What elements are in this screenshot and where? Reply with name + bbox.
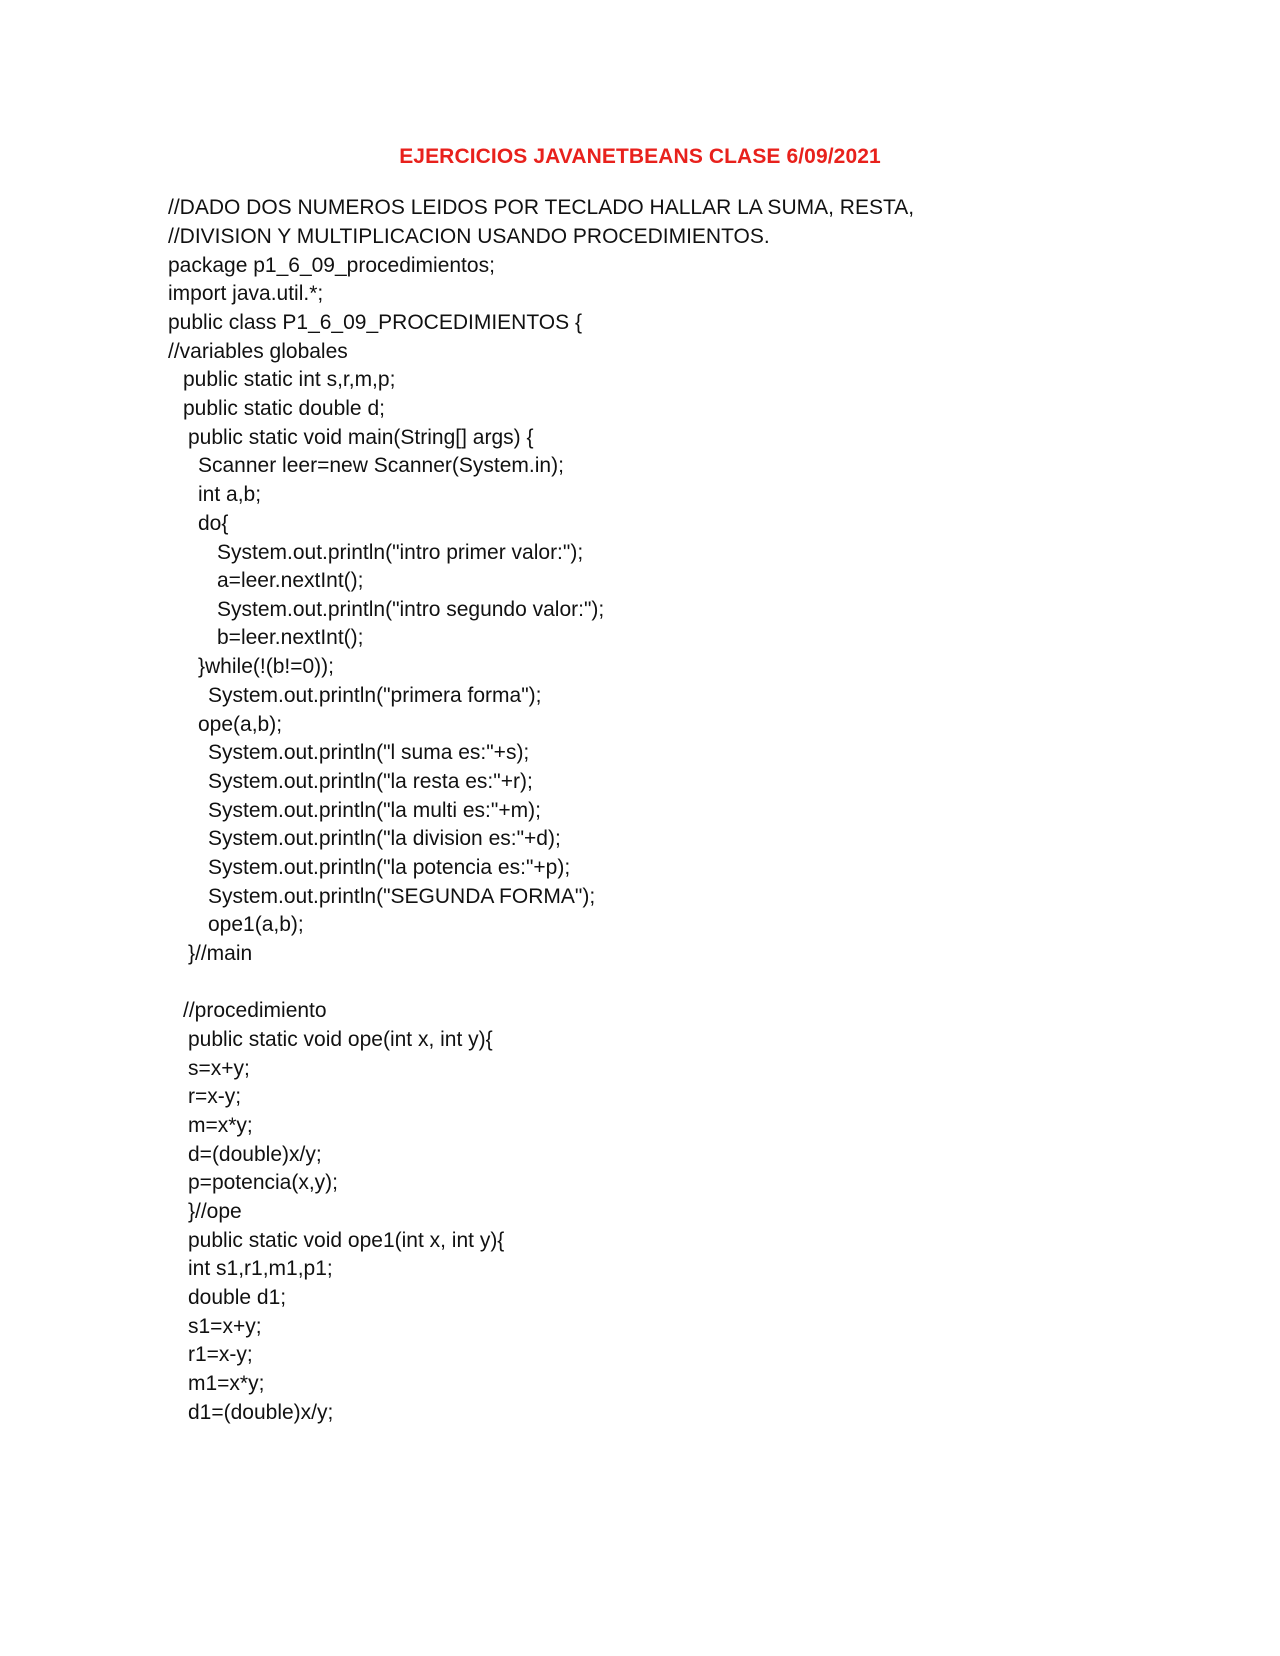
code-line: }//ope [188,1200,242,1223]
code-line: d=(double)x/y; [188,1143,322,1166]
code-line: System.out.println("SEGUNDA FORMA"); [208,885,596,908]
code-line: }//main [188,942,253,965]
code-line: public static double d; [183,397,385,420]
code-line: //variables globales [168,340,348,363]
code-line: public static void ope(int x, int y){ [188,1028,493,1051]
document-title: EJERCICIOS JAVANETBEANS CLASE 6/09/2021 [399,145,881,168]
code-line: System.out.println("l suma es:"+s); [208,741,530,764]
code-line: System.out.println("la division es:"+d); [208,827,561,850]
code-line: int s1,r1,m1,p1; [188,1257,333,1280]
code-line: public static void main(String[] args) { [188,426,534,449]
code-line: public class P1_6_09_PROCEDIMIENTOS { [168,311,582,334]
code-line: Scanner leer=new Scanner(System.in); [198,454,564,477]
code-line: ope1(a,b); [208,913,304,936]
code-line: System.out.println("la potencia es:"+p); [208,856,571,879]
code-line: s1=x+y; [188,1315,262,1338]
code-line: System.out.println("intro segundo valor:"); [217,598,605,621]
code-line: int a,b; [198,483,262,506]
code-line: //DIVISION Y MULTIPLICACION USANDO PROCEDIMIENTOS. [168,225,770,248]
code-line: m1=x*y; [188,1372,265,1395]
code-line: package p1_6_09_procedimientos; [168,254,495,277]
code-line: //procedimiento [183,999,327,1022]
code-line: ope(a,b); [198,713,283,736]
code-line: s=x+y; [188,1057,250,1080]
code-line: do{ [198,512,229,535]
code-line: public static void ope1(int x, int y){ [188,1229,505,1252]
code-line: import java.util.*; [168,282,324,305]
code-line: System.out.println("intro primer valor:"); [217,541,584,564]
code-line: //DADO DOS NUMEROS LEIDOS POR TECLADO HALLAR LA SUMA, RESTA, [168,196,915,219]
code-line: r=x-y; [188,1085,242,1108]
code-line: d1=(double)x/y; [188,1401,334,1424]
code-line: m=x*y; [188,1114,253,1137]
code-line: System.out.println("primera forma"); [208,684,542,707]
code-line: System.out.println("la resta es:"+r); [208,770,533,793]
code-line: System.out.println("la multi es:"+m); [208,799,541,822]
code-line: p=potencia(x,y); [188,1171,338,1194]
code-line: a=leer.nextInt(); [217,569,364,592]
code-line: public static int s,r,m,p; [183,368,396,391]
code-line: double d1; [188,1286,287,1309]
code-line: b=leer.nextInt(); [217,626,364,649]
code-line: r1=x-y; [188,1343,253,1366]
code-line: }while(!(b!=0)); [198,655,334,678]
